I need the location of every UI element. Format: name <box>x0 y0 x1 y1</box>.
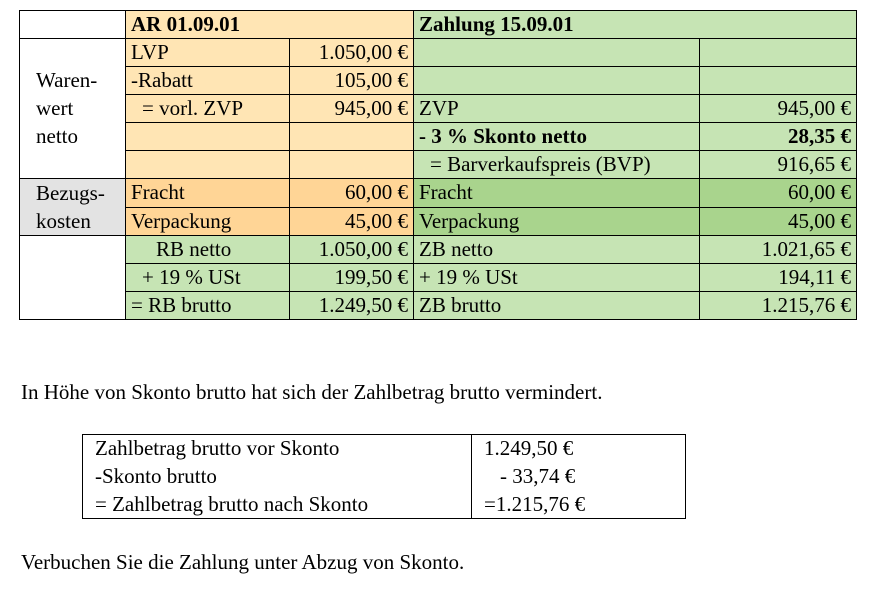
table-row <box>20 95 857 123</box>
header-blank-cell <box>20 11 126 39</box>
ar-value <box>290 123 414 151</box>
table-row <box>20 292 857 320</box>
warenwert-label-line: Waren- <box>36 68 98 92</box>
calculation-table <box>19 10 857 320</box>
skonto-row-value: - 33,74 € <box>472 463 686 491</box>
bezugskosten-label-line: Bezugs- <box>36 181 105 205</box>
skonto-row-label: = Zahlbetrag brutto nach Skonto <box>83 491 472 519</box>
ar-label <box>126 123 290 151</box>
zahlung-label: Verpackung <box>414 207 700 236</box>
skonto-row-label: Zahlbetrag brutto vor Skonto <box>83 435 472 463</box>
table-row <box>20 67 857 95</box>
zahlung-label <box>414 39 700 67</box>
ar-value <box>290 151 414 179</box>
zahlung-label: = Barverkaufspreis (BVP) <box>414 151 700 179</box>
zahlung-value: 194,11 € <box>700 264 857 292</box>
zahlung-value <box>700 39 857 67</box>
zahlung-value: 916,65 € <box>700 151 857 179</box>
zahlung-label: ZB netto <box>414 236 700 264</box>
table-row <box>83 491 686 519</box>
zahlung-value <box>700 67 857 95</box>
skonto-netto-value: 28,35 € <box>700 123 857 151</box>
zahlung-value: 60,00 € <box>700 179 857 208</box>
explanation-text: In Höhe von Skonto brutto hat sich der Zahlbetrag brutto vermindert. <box>21 380 603 404</box>
ar-value: 1.249,50 € <box>290 292 414 320</box>
ar-value: 1.050,00 € <box>290 236 414 264</box>
skonto-row-value: =1.215,76 € <box>472 491 686 519</box>
ar-value: 105,00 € <box>290 67 414 95</box>
ar-label: = RB brutto <box>126 292 290 320</box>
zahlung-value: 45,00 € <box>700 207 857 236</box>
table-row <box>83 463 686 491</box>
table-header-row <box>20 11 857 39</box>
ar-label: LVP <box>126 39 290 67</box>
bezugskosten-label-line: kosten <box>36 209 91 233</box>
ar-value: 45,00 € <box>290 207 414 236</box>
zahlung-label: ZVP <box>414 95 700 123</box>
ar-label: = vorl. ZVP <box>126 95 290 123</box>
skonto-row-label: -Skonto brutto <box>83 463 472 491</box>
table-row <box>20 264 857 292</box>
header-ar-date: AR 01.09.01 <box>126 11 414 39</box>
skonto-netto-label: - 3 % Skonto netto <box>414 123 700 151</box>
table-row <box>20 39 857 67</box>
ar-label: + 19 % USt <box>126 264 290 292</box>
ar-label <box>126 151 290 179</box>
ar-label: -Rabatt <box>126 67 290 95</box>
warenwert-label-line: netto <box>36 124 78 148</box>
instruction-text: Verbuchen Sie die Zahlung unter Abzug von Skonto. <box>21 550 465 574</box>
ar-value: 1.050,00 € <box>290 39 414 67</box>
table-row <box>20 123 857 151</box>
zahlung-label: ZB brutto <box>414 292 700 320</box>
zahlung-label: Fracht <box>414 179 700 208</box>
table-row <box>20 236 857 264</box>
zahlung-label <box>414 67 700 95</box>
header-zahlung-date: Zahlung 15.09.01 <box>414 11 857 39</box>
totals-blank-cell <box>20 236 126 320</box>
ar-value: 199,50 € <box>290 264 414 292</box>
ar-label: Verpackung <box>126 207 290 236</box>
skonto-row-value: 1.249,50 € <box>472 435 686 463</box>
ar-label: Fracht <box>126 179 290 208</box>
ar-label: RB netto <box>126 236 290 264</box>
zahlung-value: 1.021,65 € <box>700 236 857 264</box>
table-row <box>20 151 857 179</box>
ar-value: 945,00 € <box>290 95 414 123</box>
zahlung-label: + 19 % USt <box>414 264 700 292</box>
table-row <box>20 179 857 208</box>
ar-value: 60,00 € <box>290 179 414 208</box>
table-row <box>83 435 686 463</box>
zahlung-value: 1.215,76 € <box>700 292 857 320</box>
bezugskosten-label-cell <box>20 179 126 236</box>
table-row <box>20 207 857 236</box>
skonto-brutto-table <box>82 434 686 519</box>
zahlung-value: 945,00 € <box>700 95 857 123</box>
warenwert-label-line: wert <box>36 96 74 120</box>
warenwert-label-cell <box>20 39 126 179</box>
